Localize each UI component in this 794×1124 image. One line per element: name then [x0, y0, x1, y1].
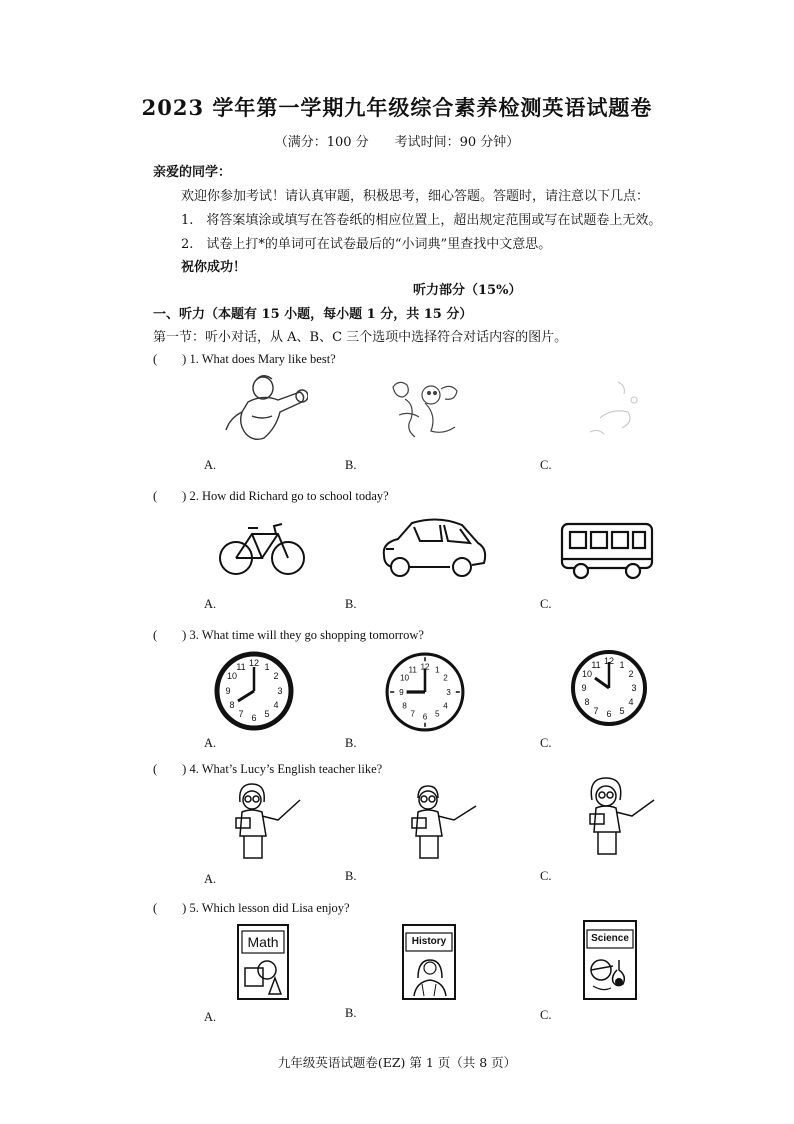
- svg-text:1: 1: [264, 662, 270, 672]
- svg-text:10: 10: [226, 671, 238, 681]
- option-a[interactable]: A.: [204, 458, 217, 472]
- svg-text:5: 5: [619, 706, 625, 716]
- answer-bracket[interactable]: ( ): [153, 901, 187, 915]
- instruction-2: 2. 试卷上打*的单词可在试卷最后的“小词典”里查找中文意思。: [181, 237, 552, 252]
- option-b[interactable]: B.: [345, 1006, 357, 1020]
- svg-text:7: 7: [238, 709, 244, 719]
- part-title: 听力部分（15%）: [413, 283, 522, 298]
- option-a[interactable]: A.: [204, 872, 217, 886]
- section-subheading: 第一节：听小对话，从 A、B、C 三个选项中选择符合对话内容的图片。: [153, 330, 568, 345]
- svg-text:11: 11: [236, 662, 246, 672]
- book-title: Science: [591, 933, 629, 944]
- svg-text:7: 7: [593, 706, 599, 716]
- svg-text:9: 9: [581, 683, 587, 693]
- svg-text:12: 12: [603, 656, 615, 666]
- svg-text:6: 6: [251, 713, 257, 723]
- science-book-icon: [583, 920, 637, 1000]
- svg-text:1: 1: [619, 660, 625, 670]
- svg-text:11: 11: [408, 665, 417, 675]
- superhero-picture: [218, 372, 308, 444]
- svg-text:2: 2: [273, 671, 279, 681]
- option-c[interactable]: C.: [540, 458, 552, 472]
- question-text: 3. What time will they go shopping tomorrow?: [189, 628, 424, 642]
- svg-text:2: 2: [443, 673, 448, 683]
- answer-bracket[interactable]: ( ): [153, 762, 187, 776]
- svg-text:3: 3: [277, 686, 283, 696]
- greeting: 亲爱的同学：: [153, 165, 232, 180]
- question-text: 4. What’s Lucy’s English teacher like?: [189, 762, 383, 776]
- svg-text:10: 10: [399, 673, 410, 683]
- clock-icon: [384, 651, 466, 733]
- closing: 祝你成功！: [181, 260, 247, 275]
- svg-text:9: 9: [225, 686, 231, 696]
- option-c[interactable]: C.: [540, 597, 552, 611]
- page-footer: 九年级英语试题卷(EZ) 第 1 页（共 8 页）: [277, 1055, 517, 1070]
- instruction-1: 1. 将答案填涂或填写在答卷纸的相应位置上，超出规定范围或写在试题卷上无效。: [181, 213, 662, 228]
- question-4: [153, 759, 382, 777]
- teacher-icon: [582, 774, 662, 858]
- section-heading: 一、听力（本题有 15 小题，每小题 1 分，共 15 分）: [153, 307, 473, 322]
- cartoon-picture: [385, 375, 465, 445]
- option-b[interactable]: B.: [345, 458, 357, 472]
- svg-text:8: 8: [584, 697, 590, 707]
- book-title: History: [411, 936, 447, 947]
- option-c[interactable]: C.: [540, 1008, 552, 1022]
- svg-text:5: 5: [435, 709, 440, 719]
- svg-text:11: 11: [591, 660, 601, 670]
- svg-text:7: 7: [410, 709, 415, 719]
- svg-text:12: 12: [248, 658, 260, 668]
- bicycle-icon: [218, 520, 306, 578]
- option-a[interactable]: A.: [204, 736, 217, 750]
- answer-bracket[interactable]: ( ): [153, 352, 187, 366]
- svg-text:8: 8: [229, 700, 235, 710]
- bus-icon: [559, 521, 655, 583]
- car-icon: [378, 513, 490, 585]
- svg-text:4: 4: [443, 701, 448, 711]
- page-title: 2023 学年第一学期九年级综合素养检测英语试题卷: [141, 95, 653, 120]
- question-text: 5. Which lesson did Lisa enjoy?: [189, 901, 350, 915]
- teacher-icon: [228, 780, 308, 862]
- question-2: [153, 486, 389, 504]
- svg-text:8: 8: [402, 701, 407, 711]
- svg-text:6: 6: [606, 709, 612, 719]
- svg-text:1: 1: [435, 665, 440, 675]
- svg-text:6: 6: [422, 712, 428, 722]
- option-b[interactable]: B.: [345, 869, 357, 883]
- svg-text:3: 3: [631, 683, 637, 693]
- teacher-icon: [404, 780, 484, 862]
- question-3: [153, 625, 424, 643]
- svg-text:4: 4: [628, 697, 634, 707]
- svg-text:5: 5: [264, 709, 270, 719]
- answer-bracket[interactable]: ( ): [153, 628, 187, 642]
- question-5: [153, 898, 350, 916]
- option-c[interactable]: C.: [540, 736, 552, 750]
- book-title: Math: [247, 934, 279, 950]
- svg-text:9: 9: [399, 688, 404, 698]
- question-1: [153, 349, 336, 367]
- answer-bracket[interactable]: ( ): [153, 489, 187, 503]
- faded-picture: [582, 378, 652, 444]
- option-a[interactable]: A.: [204, 597, 217, 611]
- option-b[interactable]: B.: [345, 597, 357, 611]
- svg-text:2: 2: [628, 669, 634, 679]
- intro-line: 欢迎你参加考试！请认真审题，积极思考，细心答题。答题时，请注意以下几点：: [181, 189, 650, 204]
- exam-info: （满分：100 分 考试时间：90 分钟）: [274, 135, 520, 150]
- svg-text:12: 12: [420, 662, 430, 672]
- option-b[interactable]: B.: [345, 736, 357, 750]
- clock-icon: [214, 651, 294, 731]
- math-book-icon: [237, 924, 289, 1000]
- history-book-icon: [402, 924, 456, 1000]
- svg-text:3: 3: [446, 688, 451, 698]
- option-c[interactable]: C.: [540, 869, 552, 883]
- clock-icon: [569, 648, 649, 728]
- option-a[interactable]: A.: [204, 1010, 217, 1024]
- question-text: 1. What does Mary like best?: [189, 352, 336, 366]
- question-text: 2. How did Richard go to school today?: [189, 489, 389, 503]
- svg-text:10: 10: [581, 669, 593, 679]
- svg-text:4: 4: [273, 700, 279, 710]
